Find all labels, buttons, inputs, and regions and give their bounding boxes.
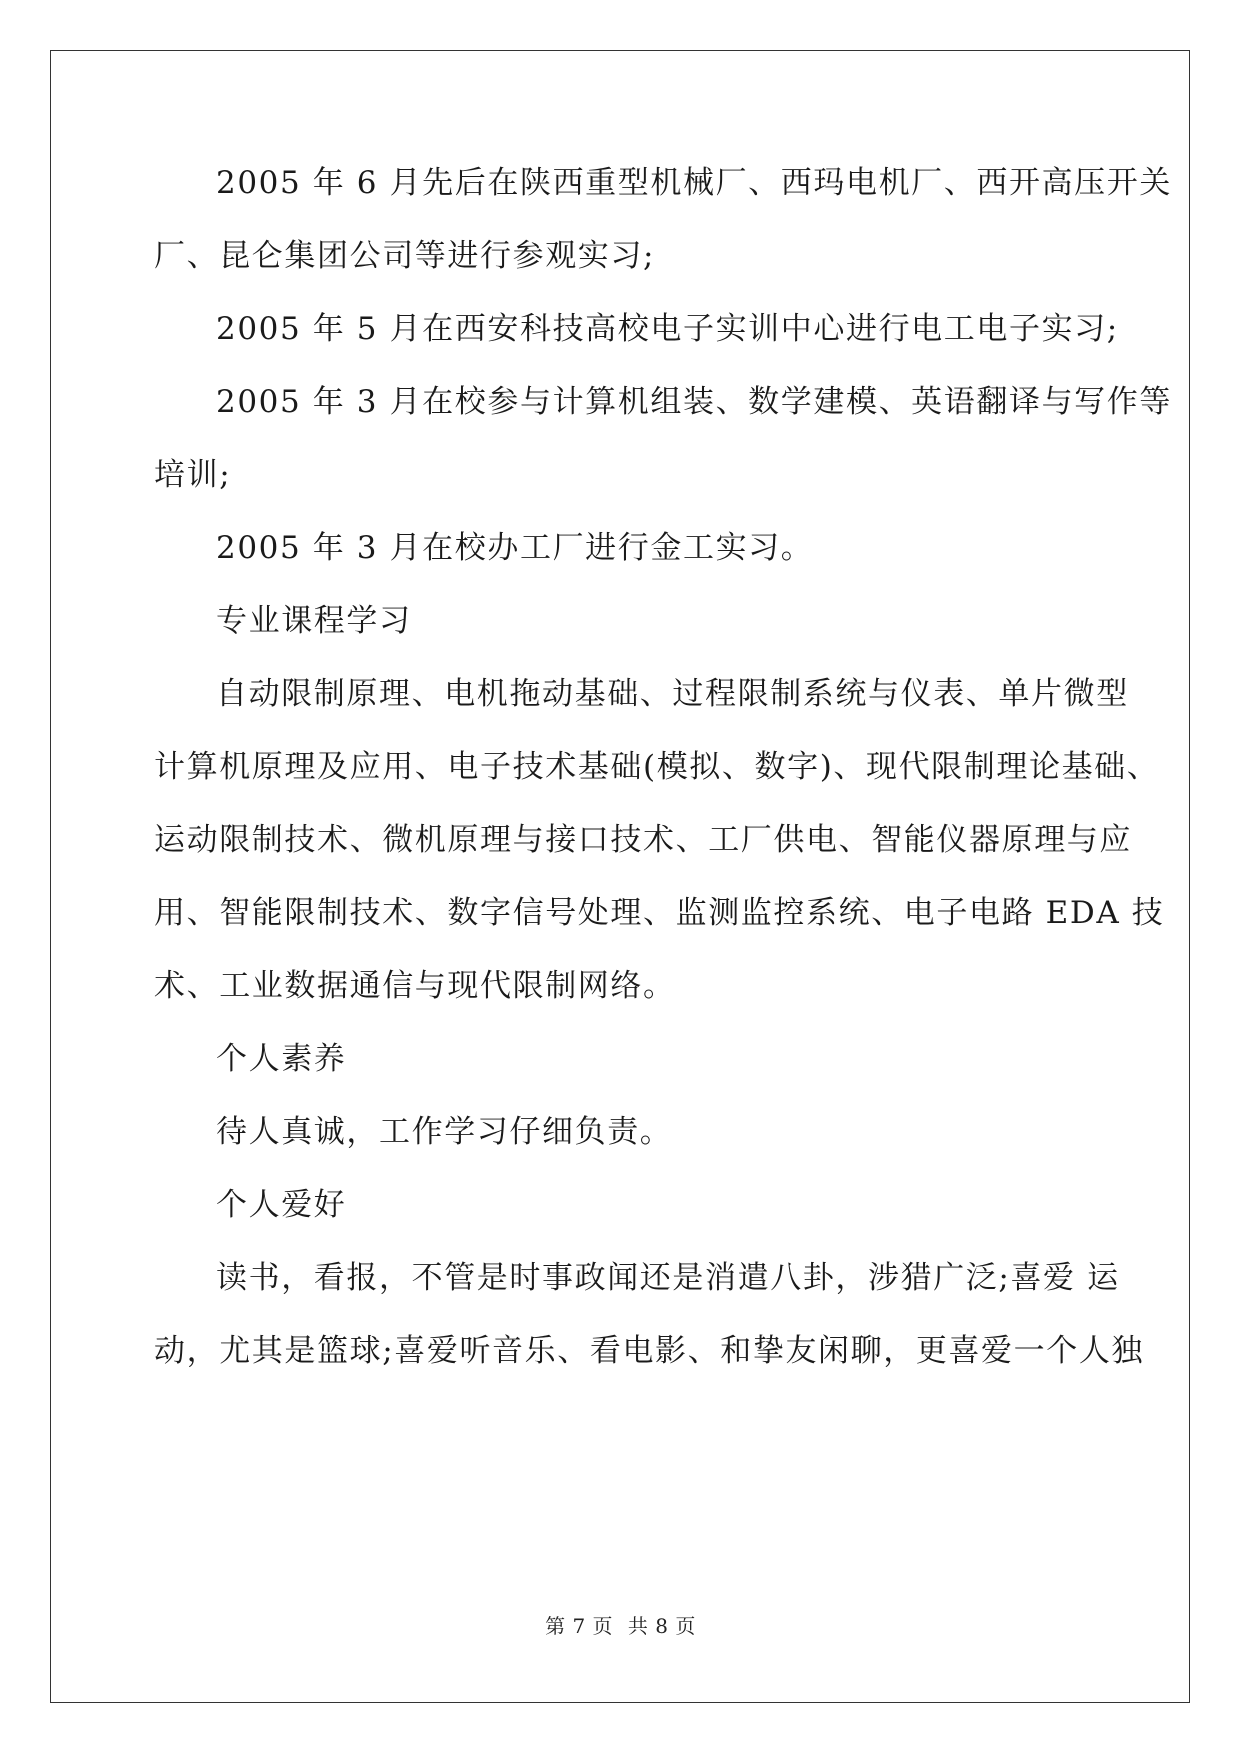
paragraph-training-march-line2: 培训; — [154, 457, 232, 493]
paragraph-training-march-line1: 2005 年 3 月在校参与计算机组装、数学建模、英语翻译与写作等 — [216, 384, 1172, 420]
paragraph-courses-line3: 运动限制技术、微机原理与接口技术、工厂供电、智能仪器原理与应 — [154, 822, 1132, 858]
paragraph-metalwork-march: 2005 年 3 月在校办工厂进行金工实习。 — [216, 530, 814, 566]
section-heading-courses: 专业课程学习 — [216, 603, 412, 639]
paragraph-internship-june-line2: 厂、昆仑集团公司等进行参观实习; — [154, 238, 656, 274]
page-footer — [0, 1610, 1241, 1639]
paragraph-courses-line2: 计算机原理及应用、电子技术基础(模拟、数字)、现代限制理论基础、 — [154, 749, 1160, 785]
paragraph-courses-line1: 自动限制原理、电机拖动基础、过程限制系统与仪表、单片微型 — [216, 676, 1129, 712]
paragraph-hobbies-line2: 动，尤其是篮球;喜爱听音乐、看电影、和挚友闲聊，更喜爱一个人独 — [154, 1333, 1145, 1369]
paragraph-internship-june-line1: 2005 年 6 月先后在陕西重型机械厂、西玛电机厂、西开高压开关 — [216, 165, 1172, 201]
paragraph-hobbies-line1: 读书，看报，不管是时事政闻还是消遣八卦，涉猎广泛;喜爱 运 — [216, 1260, 1120, 1296]
paragraph-courses-line4: 用、智能限制技术、数字信号处理、监测监控系统、电子电路 EDA 技 — [154, 895, 1165, 931]
page-border — [50, 50, 1190, 1703]
paragraph-qualities: 待人真诚，工作学习仔细负责。 — [216, 1114, 673, 1150]
page-total: 共 8 页 — [627, 1614, 696, 1638]
section-heading-hobbies: 个人爱好 — [216, 1187, 347, 1223]
paragraph-internship-may: 2005 年 5 月在西安科技高校电子实训中心进行电工电子实习; — [216, 311, 1119, 347]
paragraph-courses-line5: 术、工业数据通信与现代限制网络。 — [154, 968, 676, 1004]
page-number: 第 7 页 — [545, 1614, 614, 1638]
section-heading-qualities: 个人素养 — [216, 1041, 347, 1077]
